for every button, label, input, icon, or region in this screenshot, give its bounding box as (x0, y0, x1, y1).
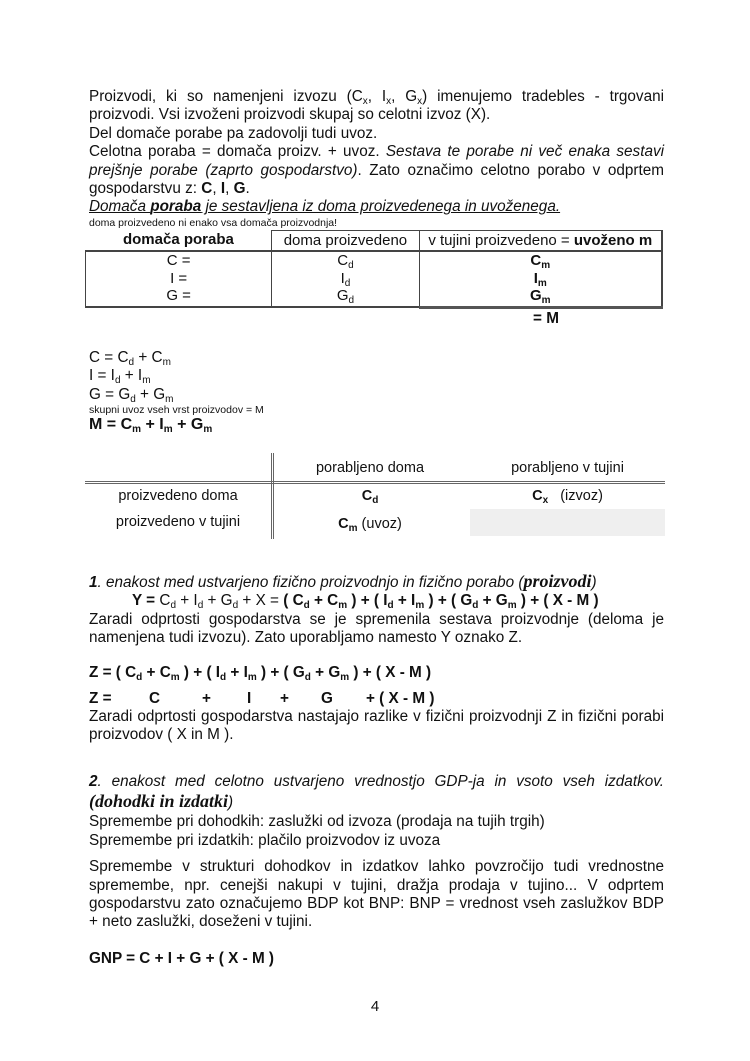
production-consumption-matrix (85, 453, 665, 539)
equation-z-compact: Z = C + I + G + ( X - M ) (89, 690, 435, 708)
section-2-subtitle: (dohodki in izdatki) (89, 791, 234, 812)
table-row (86, 287, 663, 307)
section-2-title: 2. enakost med celotno ustvarjeno vrednostjo GDP-ja in vsoto vseh izdatkov. (89, 773, 664, 790)
equation-m: $M = C_m + I_m + G_m$ (89, 416, 213, 436)
cell-cm: $C_m$ (419, 251, 662, 270)
equation-g: $G = G_d + G_m$ (89, 385, 174, 405)
header-domestic-consumption: domača poraba (86, 230, 272, 251)
imports-sum-label: = M (533, 309, 559, 327)
cell-cm-imports: $C_m$ (uvoz) (338, 516, 402, 534)
consumption-composition-table (85, 230, 663, 309)
row-label-g: G = (86, 287, 272, 307)
expenditure-changes-line: Spremembe pri izdatkih: plačilo proizvodov iz uvoza (89, 831, 441, 849)
document-page (89, 88, 664, 967)
row-header-produced-abroad: proizvedeno v tujini (115, 514, 241, 530)
page-number: 4 (370, 998, 380, 1015)
cell-gd: $G_d$ (272, 287, 419, 307)
consumption-equations (89, 349, 664, 435)
cell-gm: $G_m$ (419, 287, 662, 307)
domestic-consumption-statement: Domača poraba je sestavljena iz doma proizvedenega in uvoženega. (89, 198, 561, 216)
equation-z-expanded: Z = ( $C_d + C_m$ ) + ( $I_d + I_m$ ) + ( $G_d + G_m$ ) + ( X - M ) (89, 663, 432, 683)
section-1-paragraph-differences: Zaradi odprtosti gospodarstva nastajajo razlike v fizični proizvodnji Z in fizični porabi proizvodov ( X in M ). (89, 708, 664, 744)
equation-i: $I = I_d + I_m$ (89, 367, 151, 387)
income-changes-line: Spremembe pri dohodkih: zaslužki od izvoza (prodaja na tujih trgih) (89, 813, 545, 831)
section-1 (89, 572, 664, 745)
section-2-paragraph-gnp: Spremembe v strukturi dohodkov in izdatkov lahko povzročijo tudi vrednostne spremembe, npr. cenejši nakupi v tujini, dražja prodaja v tujino... V odprtem gospodarstvu zato označujemo BDP kot BNP: BNP = vrednost vseh zaslužkov BDP + neto zaslužki, doseženi v tujini. (89, 858, 664, 931)
cell-cd: $C_d$ (361, 488, 379, 506)
equation-gnp: GNP = C + I + G + ( X - M ) (89, 949, 275, 967)
table-header-row (86, 230, 663, 251)
col-header-consumed-abroad: porabljeno v tujini (511, 460, 624, 476)
cell-im: $I_m$ (419, 270, 662, 288)
intro-paragraph-total-consumption: Celotna poraba = domača proizv. + uvoz. Sestava te porabe ni več enaka sestavi prejšnje porabe (zaprto gospodarstvo). Zato označimo celotno porabo v odprtem gospodarstvu z: C, I, G. (89, 143, 664, 198)
cell-cd: $C_d$ (272, 251, 419, 270)
section-2 (89, 773, 664, 968)
table-row (86, 270, 663, 288)
cell-id: $I_d$ (272, 270, 419, 288)
equation-y: $Y = C_d + I_d + G_d + X$ = ( $C_d + C_m$ ) + ( $I_d + I_m$ ) + ( $G_d + G_m$ ) + ( X - M ) (132, 592, 599, 612)
intro-paragraph-tradables: Proizvodi, ki so namenjeni izvozu ($C_x$, $I_x$, $G_x$) imenujemo tradebles - trgovani proizvodi. Vsi izvoženi proizvodi skupaj so celotni izvoz (X). (89, 88, 664, 124)
equation-c: $C = C_d + C_m$ (89, 348, 171, 368)
matrix-vertical-divider (271, 453, 274, 539)
section-1-title: 1. enakost med ustvarjeno fizično proizvodnjo in fizično porabo (proizvodi) (89, 571, 597, 591)
header-produced-domestically: doma proizvedeno (272, 230, 419, 251)
total-imports-note: skupni uvoz vseh vrst proizvodov = M (89, 404, 264, 417)
intro-paragraph-imports: Del domače porabe pa zadovolji tudi uvoz. (89, 124, 378, 142)
row-label-c: C = (86, 251, 272, 270)
section-1-paragraph-openness: Zaradi odprtosti gospodarstva se je spremenila sestava proizvodnje (deloma je namenjena tudi izvozu). Zato uporabljamo namesto Y oznako Z. (89, 610, 664, 647)
cell-cx-exports: $C_x$ (izvoz) (532, 488, 603, 506)
col-header-consumed-domestically: porabljeno doma (315, 460, 425, 476)
row-header-produced-domestically: proizvedeno doma (118, 488, 238, 504)
row-label-i: I = (86, 270, 272, 288)
matrix-horizontal-divider (85, 481, 665, 484)
table-row (86, 251, 663, 270)
domestic-production-note: doma proizvedeno ni enako vsa domača proizvodnja! (89, 216, 338, 229)
cell-empty-shaded (470, 509, 665, 536)
header-produced-abroad: v tujini proizvedeno = uvoženo m (419, 230, 662, 251)
